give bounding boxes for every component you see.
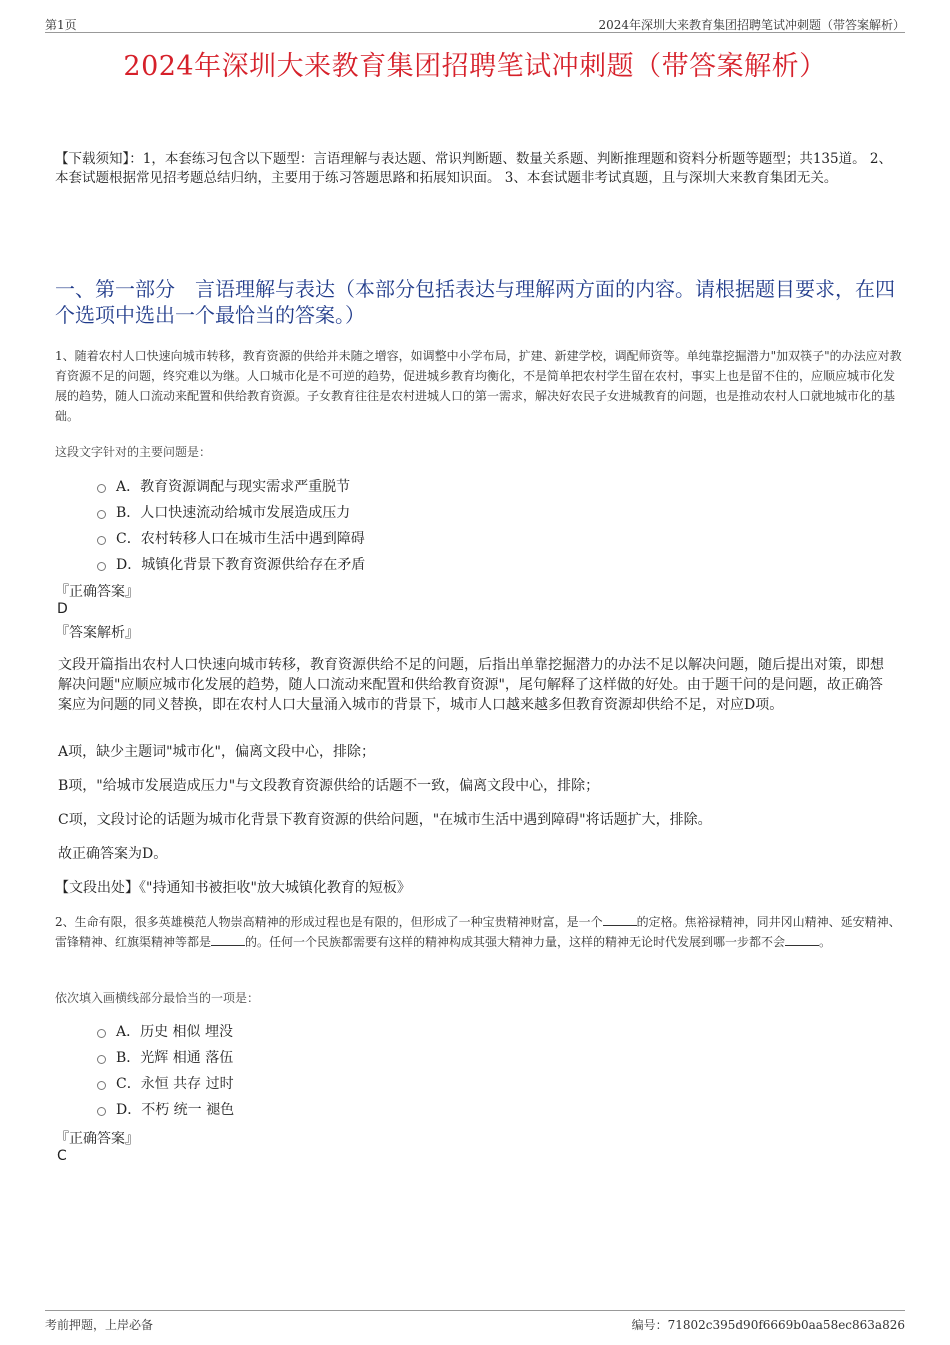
question-2-text-part: 。 xyxy=(819,935,832,949)
page-title: 2024年深圳大来教育集团招聘笔试冲刺题（带答案解析） xyxy=(123,51,827,82)
download-notice: 【下载须知】：1，本套练习包含以下题型：言语理解与表达题、常识判断题、数量关系题、判断推理题和资料分析题等题型；共135道。 2、本套试题根据常见招考题总结归纳，主要用于练习答题思路和拓展知识面。 3、本套试题非考试真题，且与深圳大来教育集团无关。 xyxy=(55,151,892,186)
option-label: D．不朽 统一 褪色 xyxy=(116,1102,235,1118)
section-title: 一、第一部分 言语理解与表达（本部分包括表达与理解两方面的内容。请根据题目要求，在四个选项中选出一个最恰当的答案。） xyxy=(55,277,895,327)
option-label: C．永恒 共存 过时 xyxy=(116,1076,234,1092)
question-2-text xyxy=(55,912,905,952)
question-1-option-b[interactable] xyxy=(97,499,365,525)
question-1-prompt: 这段文字针对的主要问题是： xyxy=(55,445,212,459)
option-label: B．人口快速流动给城市发展造成压力 xyxy=(116,505,351,521)
question-1-analysis-c: C项，文段讨论的话题为城市化背景下教育资源的供给问题，"在城市生活中遇到障碍"将话题扩大，排除。 xyxy=(58,812,712,828)
option-label: A．教育资源调配与现实需求严重脱节 xyxy=(116,479,351,495)
question-1-source: 【文段出处】《"持通知书被拒收"放大城镇化教育的短板》 xyxy=(55,880,411,896)
question-2-options xyxy=(97,1018,234,1122)
option-label: A．历史 相似 埋没 xyxy=(116,1024,234,1040)
radio-icon[interactable] xyxy=(97,1029,106,1038)
radio-icon[interactable] xyxy=(97,510,106,519)
radio-icon[interactable] xyxy=(97,484,106,493)
option-label: C．农村转移人口在城市生活中遇到障碍 xyxy=(116,531,365,547)
header-doc-title: 2024年深圳大来教育集团招聘笔试冲刺题（带答案解析） xyxy=(598,18,905,32)
question-1-options xyxy=(97,473,365,577)
question-1-answer: D xyxy=(57,601,68,617)
question-1-option-a[interactable] xyxy=(97,473,365,499)
fill-blank xyxy=(603,913,637,926)
question-1-explanation: 文段开篇指出农村人口快速向城市转移，教育资源供给不足的问题，后指出单靠挖掘潜力的办法不足以解决问题，随后提出对策，即想解决问题"应顺应城市化发展的趋势，随人口流动来配置和供给教育资源"，尾句解释了这样做的好处。由于题干问的是问题，故正确答案应为问题的同义替换，即在农村人口大量涌入城市的背景下，城市人口越来越多但教育资源却供给不足，对应D项。 xyxy=(58,657,884,713)
question-2-text-part: 的。任何一个民族都需要有这样的精神构成其强大精神力量，这样的精神无论时代发展到哪一步都不会 xyxy=(245,935,786,949)
radio-icon[interactable] xyxy=(97,1081,106,1090)
radio-icon[interactable] xyxy=(97,562,106,571)
question-1-explain-label: 『答案解析』 xyxy=(55,625,139,641)
radio-icon[interactable] xyxy=(97,536,106,545)
radio-icon[interactable] xyxy=(97,1055,106,1064)
question-2-option-d[interactable] xyxy=(97,1096,234,1122)
page-number: 第1页 xyxy=(45,18,77,32)
footer-doc-id: 编号：71802c395d90f6669b0aa58ec863a826 xyxy=(631,1318,905,1332)
question-2-prompt: 依次填入画横线部分最恰当的一项是： xyxy=(55,991,260,1005)
question-2-text-part: 的定格。焦裕禄精神，同井冈山精神、延安精神、雷锋精神、红旗渠精神等都是 xyxy=(55,915,901,949)
page-header xyxy=(45,12,905,33)
question-2-option-c[interactable] xyxy=(97,1070,234,1096)
question-1-analysis-a: A项，缺少主题词"城市化"，偏离文段中心，排除； xyxy=(58,744,375,760)
question-2-option-b[interactable] xyxy=(97,1044,234,1070)
option-label: B．光辉 相通 落伍 xyxy=(116,1050,234,1066)
question-1-text: 1、随着农村人口快速向城市转移，教育资源的供给并未随之增容，如调整中小学布局，扩建、新建学校，调配师资等。单纯靠挖掘潜力"加双筷子"的办法应对教育资源不足的问题，终究难以为继。人口城市化是不可逆的趋势，促进城乡教育均衡化，不是简单把农村学生留在农村，事实上也是留不住的，应顺应城市化发展的趋势，随人口流动来配置和供给教育资源。子女教育往往是农村进城人口的第一需求，解决好农民子女进城教育的问题，也是推动农村人口就地城市化的基础。 xyxy=(55,349,902,423)
page-footer xyxy=(45,1310,905,1335)
fill-blank xyxy=(785,933,819,946)
question-1-answer-label: 『正确答案』 xyxy=(55,584,139,600)
question-1-conclusion: 故正确答案为D。 xyxy=(58,846,168,862)
question-1-option-d[interactable] xyxy=(97,551,365,577)
fill-blank xyxy=(211,933,245,946)
question-1-option-c[interactable] xyxy=(97,525,365,551)
question-2-text-part: 2、生命有限，很多英雄模范人物崇高精神的形成过程也是有限的，但形成了一种宝贵精神财富，是一个 xyxy=(55,915,603,929)
question-2-answer-label: 『正确答案』 xyxy=(55,1131,139,1147)
radio-icon[interactable] xyxy=(97,1107,106,1116)
footer-slogan: 考前押题，上岸必备 xyxy=(45,1318,154,1332)
option-label: D．城镇化背景下教育资源供给存在矛盾 xyxy=(116,557,366,573)
question-2-option-a[interactable] xyxy=(97,1018,234,1044)
question-2-answer: C xyxy=(57,1148,67,1164)
question-1-analysis-b: B项，"给城市发展造成压力"与文段教育资源供给的话题不一致，偏离文段中心，排除； xyxy=(58,778,600,794)
